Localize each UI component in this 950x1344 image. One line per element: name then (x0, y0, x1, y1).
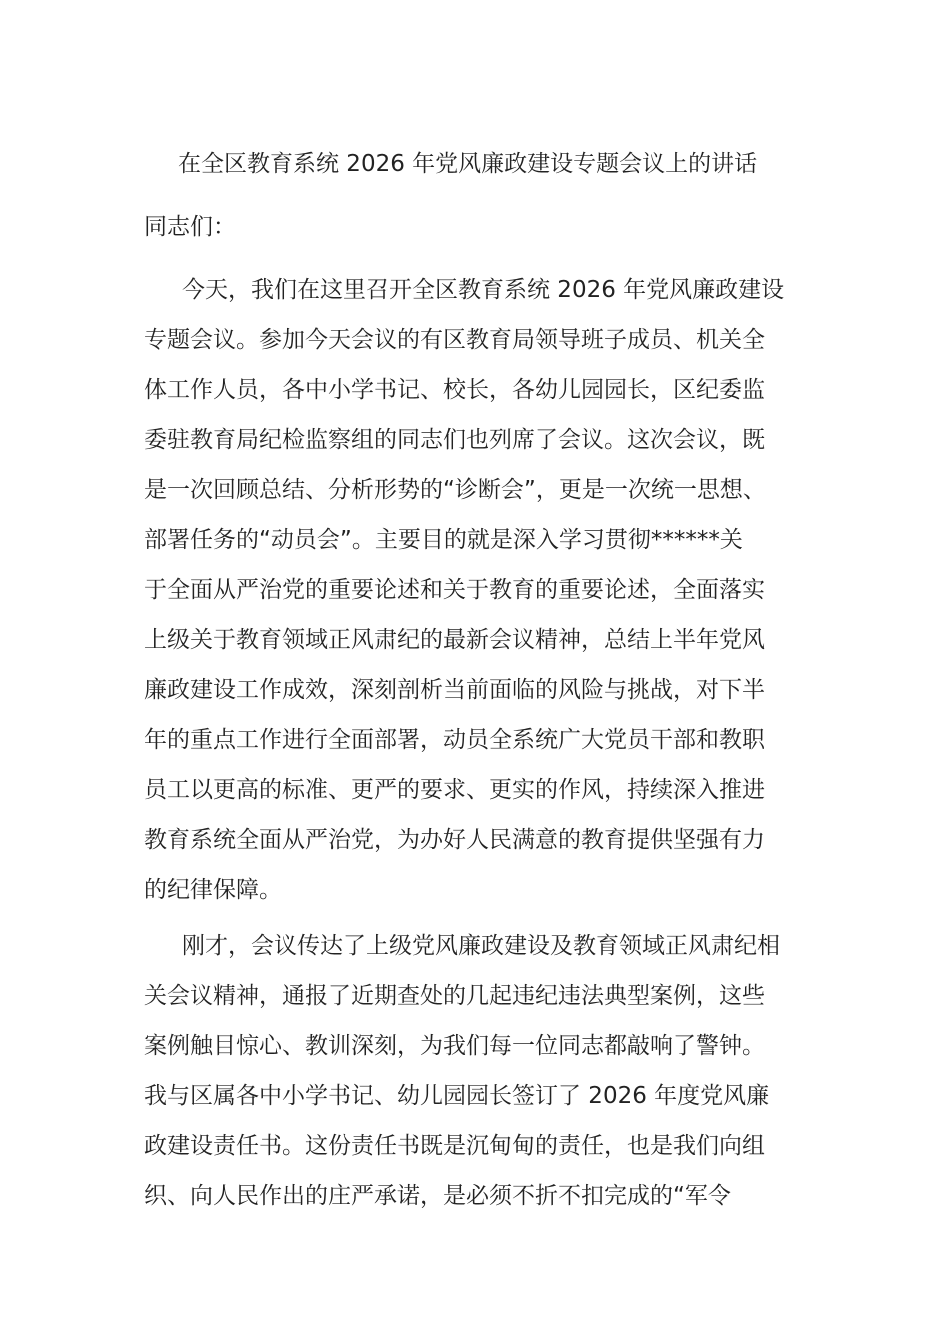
paragraph-line: 廉政建设工作成效，深刻剖析当前面临的风险与挑战，对下半 (144, 677, 765, 703)
paragraph-line: 部署任务的“动员会”。主要目的就是深入学习贯彻******关 (144, 527, 743, 553)
speech-title: 在全区教育系统 2026 年党风廉政建设专题会议上的讲话 (178, 151, 758, 177)
paragraph-line: 关会议精神，通报了近期查处的几起违纪违法典型案例，这些 (144, 983, 765, 1009)
paragraph-line: 案例触目惊心、教训深刻，为我们每一位同志都敲响了警钟。 (144, 1033, 765, 1059)
paragraph-line: 委驻教育局纪检监察组的同志们也列席了会议。这次会议，既 (144, 427, 765, 453)
paragraph-line: 教育系统全面从严治党，为办好人民满意的教育提供坚强有力 (144, 827, 765, 853)
paragraph-review (144, 921, 824, 1221)
paragraph-line: 今天，我们在这里召开全区教育系统 2026 年党风廉政建设 (182, 277, 785, 303)
paragraph-line: 上级关于教育领域正风肃纪的最新会议精神，总结上半年党风 (144, 627, 765, 653)
paragraph-line: 政建设责任书。这份责任书既是沉甸甸的责任，也是我们向组 (144, 1133, 765, 1159)
paragraph-opening (144, 265, 824, 915)
paragraph-line: 刚才，会议传达了上级党风廉政建设及教育领域正风肃纪相 (182, 933, 780, 959)
salutation: 同志们： (144, 214, 236, 240)
paragraph-line: 我与区属各中小学书记、幼儿园园长签订了 2026 年度党风廉 (144, 1083, 770, 1109)
paragraph-line: 于全面从严治党的重要论述和关于教育的重要论述，全面落实 (144, 577, 765, 603)
paragraph-line: 的纪律保障。 (144, 877, 282, 903)
paragraph-line: 体工作人员，各中小学书记、校长，各幼儿园园长，区纪委监 (144, 377, 765, 403)
paragraph-line: 是一次回顾总结、分析形势的“诊断会”，更是一次统一思想、 (144, 477, 766, 503)
paragraph-line: 专题会议。参加今天会议的有区教育局领导班子成员、机关全 (144, 327, 765, 353)
paragraph-line: 年的重点工作进行全面部署，动员全系统广大党员干部和教职 (144, 727, 765, 753)
paragraph-line: 织、向人民作出的庄严承诺，是必须不折不扣完成的“军令 (144, 1183, 731, 1209)
paragraph-line: 员工以更高的标准、更严的要求、更实的作风，持续深入推进 (144, 777, 765, 803)
